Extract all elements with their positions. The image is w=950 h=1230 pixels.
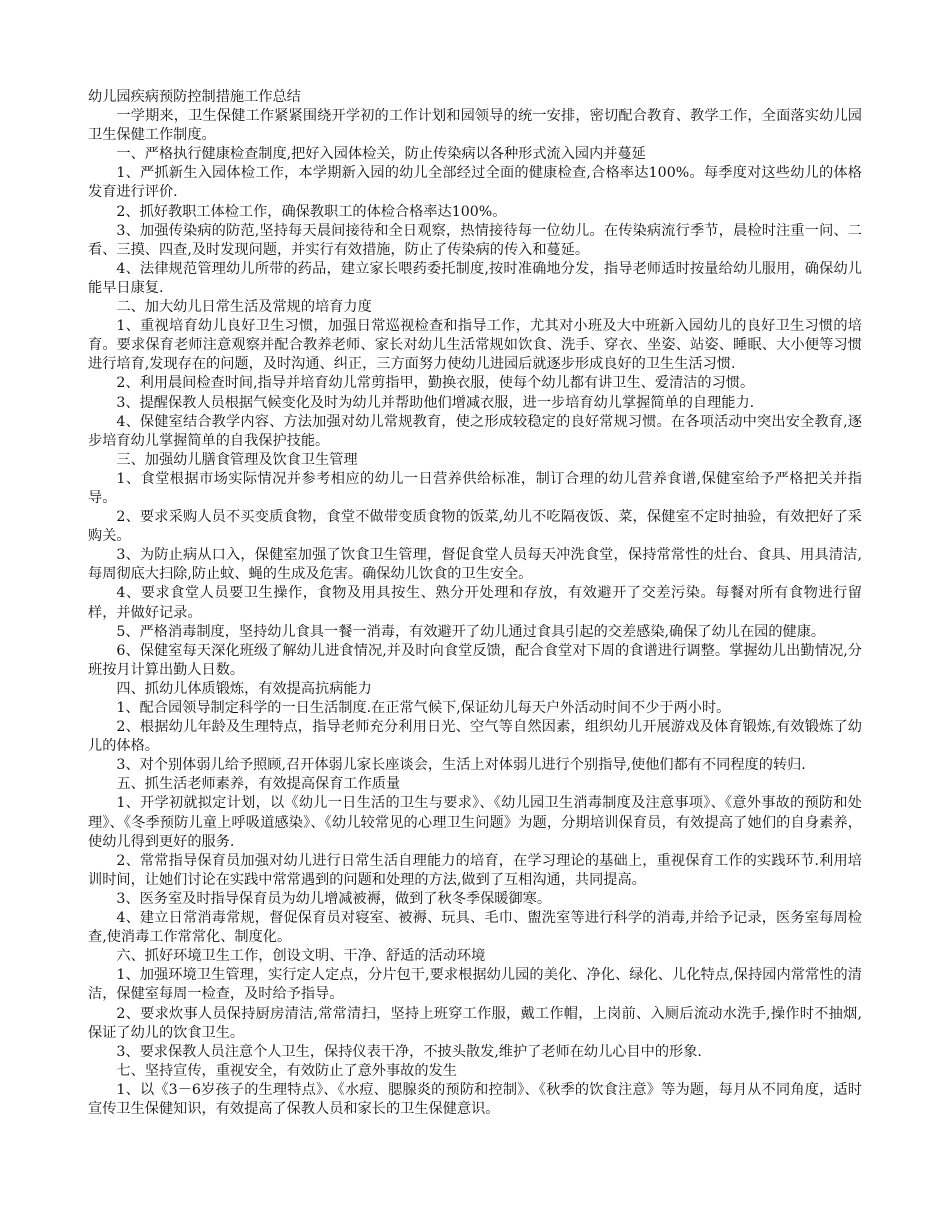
paragraph: 3、为防止病从口入，保健室加强了饮食卫生管理，督促食堂人员每天冲洗食堂，保持常常性的灶台、食具、用具清洁,每周彻底大扫除,防止蚊、蝇的生成及危害。确保幼儿饮食的卫生安全。 <box>88 547 862 583</box>
section-heading-7: 七、坚持宣传，重视安全，有效防止了意外事故的发生 <box>116 1062 457 1079</box>
section-heading-6: 六、抓好环境卫生工作，创设文明、干净、舒适的活动环境 <box>116 948 486 965</box>
paragraph: 2、常常指导保育员加强对幼儿进行日常生活自理能力的培育，在学习理论的基础上，重视保育工作的实践环节.利用培训时间，让她们讨论在实践中常常遇到的问题和处理的方法,做到了互相沟通，共同提高。 <box>88 852 862 888</box>
paragraph: 2、要求采购人员不买变质食物，食堂不做带变质食物的饭菜,幼儿不吃隔夜饭、菜，保健室不定时抽验，有效把好了采购关。 <box>88 509 862 545</box>
paragraph: 6、保健室每天深化班级了解幼儿进食情况,并及时向食堂反馈，配合食堂对下周的食谱进行调整。掌握幼儿出勤情况,分班按月计算出勤人日数。 <box>88 642 862 678</box>
paragraph: 3、对个别体弱儿给予照顾,召开体弱儿家长座谈会，生活上对体弱儿进行个别指导,使他们都有不同程度的转归. <box>116 757 806 774</box>
paragraph: 1、严抓新生入园体检工作，本学期新入园的幼儿全部经过全面的健康检查,合格率达100%。每季度对这些幼儿的体格发育进行评价. <box>88 165 862 201</box>
paragraph: 2、要求炊事人员保持厨房清洁,常常清扫，坚持上班穿工作服，戴工作帽，上岗前、入厕后流动水洗手,操作时不抽烟,保证了幼儿的饮食卫生。 <box>88 1005 862 1041</box>
paragraph: 3、要求保教人员注意个人卫生，保持仪表干净，不披头散发,维护了老师在幼儿心目中的形象. <box>116 1043 702 1060</box>
section-heading-4: 四、抓幼儿体质锻炼，有效提高抗病能力 <box>116 680 372 697</box>
paragraph: 1、以《3－6岁孩子的生理特点》、《水痘、腮腺炎的预防和控制》、《秋季的饮食注意》等为题，每月从不同角度，适时宣传卫生保健知识，有效提高了保教人员和家长的卫生保健意识。 <box>88 1081 862 1117</box>
paragraph: 2、利用晨间检查时间,指导并培育幼儿常剪指甲，勤换衣服，使每个幼儿都有讲卫生、爱清洁的习惯。 <box>116 375 755 392</box>
paragraph: 3、加强传染病的防范,坚持每天晨间接待和全日观察，热情接待每一位幼儿。在传染病流行季节，晨检时注重一问、二看、三摸、四查,及时发现问题，并实行有效措施，防止了传染病的传入和蔓延。 <box>88 222 862 258</box>
paragraph: 1、食堂根据市场实际情况并参考相应的幼儿一日营养供给标准，制订合理的幼儿营养食谱,保健室给予严格把关并指导。 <box>88 470 862 506</box>
document-page <box>88 88 862 1119</box>
section-heading-1: 一、严格执行健康检查制度,把好入园体检关，防止传染病以各种形式流入园内并蔓延 <box>116 146 646 163</box>
section-heading-3: 三、加强幼儿膳食管理及饮食卫生管理 <box>116 451 358 468</box>
paragraph: 1、重视培育幼儿良好卫生习惯，加强日常巡视检查和指导工作，尤其对小班及大中班新入园幼儿的良好卫生习惯的培育。要求保育老师注意观察并配合教养老师、家长对幼儿生活常规如饮食、洗手、穿衣、坐姿、站姿、睡眠、大小便等习惯进行培育,发现存在的问题，及时沟通、纠正，三方面努力使幼儿进园后就逐步形成良好的卫生生活习惯. <box>88 318 862 373</box>
intro-paragraph: 一学期来，卫生保健工作紧紧围绕开学初的工作计划和园领导的统一安排，密切配合教育、教学工作，全面落实幼儿园卫生保健工作制度。 <box>88 108 862 144</box>
paragraph: 4、要求食堂人员要卫生操作，食物及用具按生、熟分开处理和存放，有效避开了交差污染。每餐对所有食物进行留样，并做好记录。 <box>88 585 862 621</box>
paragraph: 5、严格消毒制度，坚持幼儿食具一餐一消毒，有效避开了幼儿通过食具引起的交差感染,确保了幼儿在园的健康。 <box>116 623 826 640</box>
document-title: 幼儿园疾病预防控制措施工作总结 <box>88 89 301 105</box>
paragraph: 2、抓好教职工体检工作，确保教职工的体检合格率达100%。 <box>116 203 507 220</box>
paragraph: 3、医务室及时指导保育员为幼儿增减被褥，做到了秋冬季保暖御寒。 <box>116 890 552 907</box>
section-heading-5: 五、抓生活老师素养，有效提高保育工作质量 <box>116 776 401 793</box>
paragraph: 1、配合园领导制定科学的一日生活制度.在正常气候下,保证幼儿每天户外活动时间不少于两小时。 <box>116 700 731 716</box>
paragraph: 2、根据幼儿年龄及生理特点，指导老师充分利用日光、空气等自然因素，组织幼儿开展游戏及体育锻炼,有效锻炼了幼儿的体格。 <box>88 719 862 755</box>
paragraph: 4、建立日常消毒常规，督促保育员对寝室、被褥、玩具、毛巾、盥洗室等进行科学的消毒,并给予记录，医务室每周检查,使消毒工作常常化、制度化。 <box>88 910 862 946</box>
paragraph: 1、开学初就拟定计划，以《幼儿一日生活的卫生与要求》、《幼儿园卫生消毒制度及注意事项》、《意外事故的预防和处理》、《冬季预防儿童上呼吸道感染》、《幼儿较常见的心理卫生问题》为题，分期培训保育员，有效提高了她们的自身素养，使幼儿得到更好的服务. <box>88 795 862 850</box>
paragraph: 4、保健室结合教学内容、方法加强对幼儿常规教育，使之形成较稳定的良好常规习惯。在各项活动中突出安全教育,逐步培育幼儿掌握简单的自我保护技能。 <box>88 413 862 449</box>
paragraph: 1、加强环境卫生管理，实行定人定点，分片包干,要求根据幼儿园的美化、净化、绿化、儿化特点,保持园内常常性的清洁，保健室每周一检查，及时给予指导。 <box>88 967 862 1003</box>
paragraph: 3、提醒保教人员根据气候变化及时为幼儿并帮助他们增减衣服，进一步培育幼儿掌握简单的自理能力. <box>116 394 755 411</box>
paragraph: 4、法律规范管理幼儿所带的药品，建立家长喂药委托制度,按时准确地分发，指导老师适时按量给幼儿服用，确保幼儿能早日康复. <box>88 260 862 296</box>
section-heading-2: 二、加大幼儿日常生活及常规的培育力度 <box>116 299 372 316</box>
